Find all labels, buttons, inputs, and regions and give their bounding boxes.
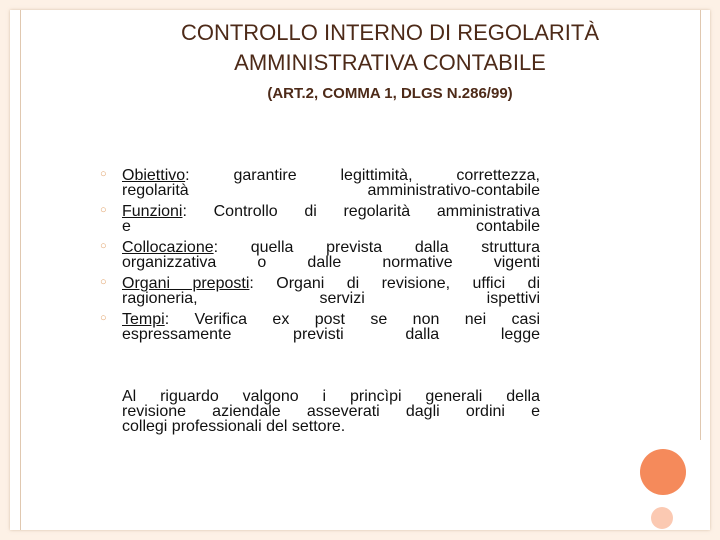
closing-note bbox=[122, 389, 540, 434]
list-item bbox=[100, 312, 540, 342]
item-text: : Verifica ex post se non nei casi bbox=[164, 311, 540, 328]
note-line-3: collegi professionali del settore. bbox=[122, 418, 346, 435]
left-border-line bbox=[20, 10, 21, 530]
item-text-cont: ragioneria, servizi ispettivi bbox=[122, 290, 540, 307]
list-item bbox=[100, 204, 540, 234]
note-line-1: Al riguardo valgono i princìpi generali della bbox=[122, 388, 540, 405]
item-text: : Controllo di regolarità amministrativa bbox=[182, 203, 540, 220]
list-item bbox=[100, 276, 540, 306]
decorative-circle-small bbox=[651, 507, 673, 529]
list-item bbox=[100, 168, 540, 198]
slide-subtitle: (ART.2, COMMA 1, DLGS N.286/99) bbox=[267, 85, 513, 102]
item-text-cont: regolarità amministrativo-contabile bbox=[122, 182, 540, 199]
item-text-cont: espressamente previsti dalla legge bbox=[122, 326, 540, 343]
item-term: Organi preposti bbox=[122, 275, 250, 292]
item-text-cont: organizzativa o dalle normative vigenti bbox=[122, 254, 540, 271]
item-text: : quella prevista dalla struttura bbox=[213, 239, 540, 256]
slide-title bbox=[120, 18, 660, 78]
decorative-circle-large bbox=[640, 449, 686, 495]
item-term: Tempi bbox=[122, 311, 165, 328]
list-item bbox=[100, 240, 540, 270]
item-term: Obiettivo bbox=[122, 167, 186, 184]
circle-bullet-icon: ○ bbox=[100, 204, 107, 216]
circle-bullet-icon: ○ bbox=[100, 240, 107, 252]
item-term: Collocazione bbox=[122, 239, 214, 256]
title-line-2: AMMINISTRATIVA CONTABILE bbox=[234, 50, 546, 75]
note-line-2: revisione aziendale asseverati dagli ordini e bbox=[122, 403, 540, 420]
circle-bullet-icon: ○ bbox=[100, 312, 107, 324]
item-text: : Organi di revisione, uffici di bbox=[249, 275, 541, 292]
item-text: : garantire legittimità, correttezza, bbox=[185, 167, 540, 184]
item-term: Funzioni bbox=[122, 203, 183, 220]
right-border-line bbox=[700, 10, 701, 440]
circle-bullet-icon: ○ bbox=[100, 276, 107, 288]
item-text-cont: e contabile bbox=[122, 218, 540, 235]
circle-bullet-icon: ○ bbox=[100, 168, 107, 180]
title-line-1: CONTROLLO INTERNO DI REGOLARITÀ bbox=[180, 20, 600, 45]
bullet-list bbox=[100, 168, 540, 348]
